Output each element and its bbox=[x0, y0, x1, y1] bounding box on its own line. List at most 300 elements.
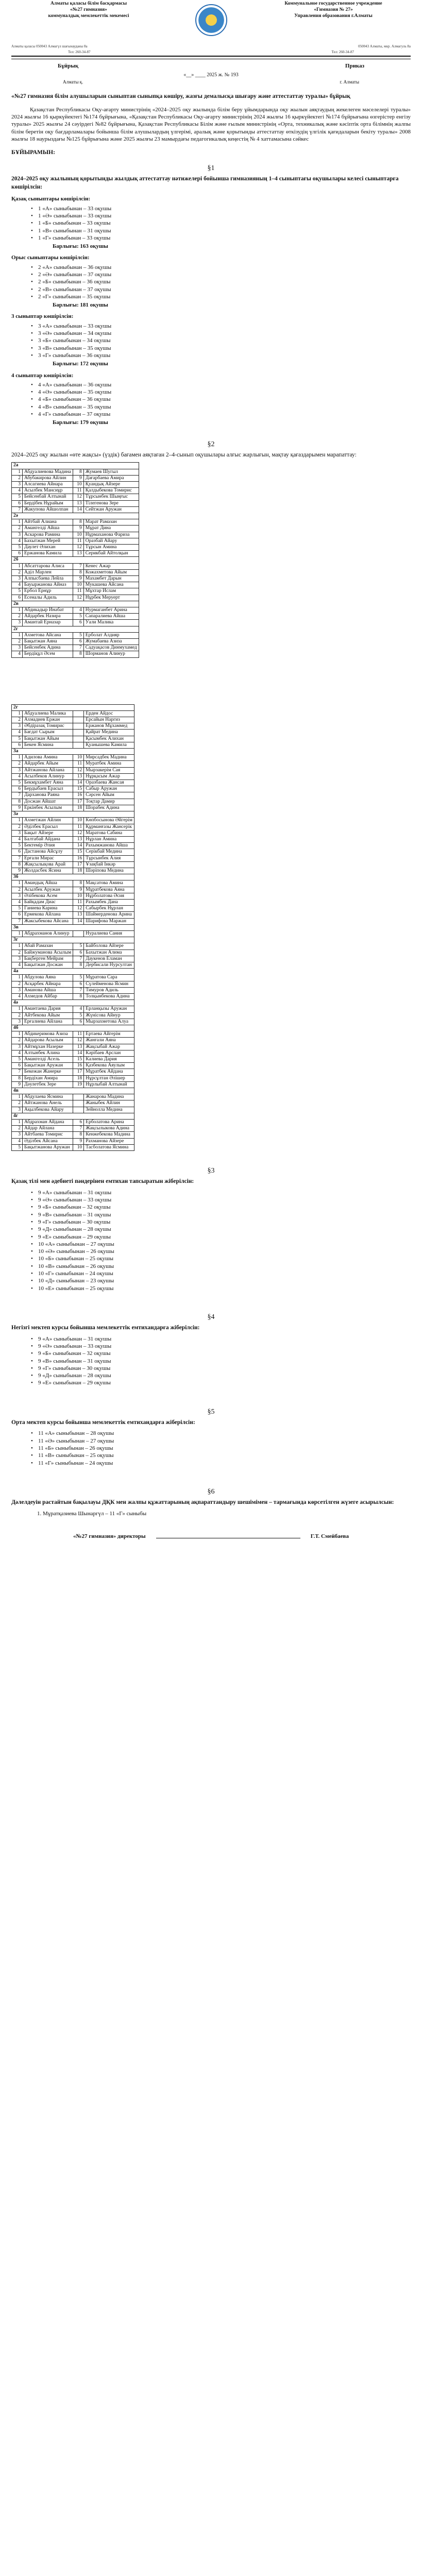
section-3-number: §3 bbox=[207, 1167, 215, 1175]
student-name: Ахметжан Айлин bbox=[23, 818, 73, 824]
row-number: 7 bbox=[73, 956, 84, 962]
row-number: 5 bbox=[12, 1144, 23, 1150]
row-number: 1 bbox=[12, 943, 23, 950]
row-number: 9 bbox=[73, 475, 83, 481]
student-name: Асқарбек Айнара bbox=[23, 981, 73, 987]
row-number: 1 bbox=[12, 710, 23, 717]
row-number: 6 bbox=[12, 742, 23, 748]
row-number: 12 bbox=[73, 830, 84, 836]
table-row bbox=[12, 786, 134, 792]
table-row bbox=[12, 1132, 134, 1138]
row-number: 9 bbox=[73, 1138, 84, 1144]
table-row bbox=[12, 639, 139, 645]
student-name: Аскарова Рамина bbox=[23, 532, 73, 538]
row-number: 14 bbox=[73, 918, 84, 924]
table-row bbox=[12, 506, 139, 513]
row-number: 1 bbox=[12, 563, 23, 569]
row-number: 5 bbox=[12, 1057, 23, 1063]
student-name: Абдикадыр Инабат bbox=[23, 607, 73, 614]
student-name: Амангелді Айша bbox=[23, 526, 73, 532]
list-item: • 9 «Д» сыныбынан – 28 оқушы bbox=[31, 1372, 411, 1379]
student-name: Бектемір Әлия bbox=[23, 843, 73, 849]
student-name: Дастанова Айсұлу bbox=[23, 849, 73, 855]
student-name: Қасымбек Алихан bbox=[84, 736, 134, 742]
student-name: Мұратбек Айдана bbox=[84, 1069, 134, 1075]
document-type bbox=[11, 62, 411, 70]
student-name: Тілегенова Зере bbox=[83, 500, 139, 506]
table-group-row bbox=[12, 513, 139, 519]
table-row bbox=[12, 1006, 134, 1012]
table-row bbox=[12, 930, 134, 937]
row-number: 3 bbox=[12, 987, 23, 993]
list-item: • 9 «В» сыныбынан – 31 оқушы bbox=[31, 1358, 411, 1365]
letterhead-left-org: Алматы қаласы білім басқармасы «№27 гимназия» коммуналдық мемлекеттік мекемесі bbox=[48, 1, 129, 19]
row-number: 2 bbox=[12, 1038, 23, 1044]
row-number: 5 bbox=[73, 614, 83, 620]
row-number: 13 bbox=[73, 836, 84, 842]
table-row bbox=[12, 1019, 134, 1025]
row-number: 1 bbox=[12, 469, 23, 475]
student-name: Ахмедов Айбар bbox=[23, 993, 73, 999]
row-number: 9 bbox=[73, 887, 84, 893]
row-number: 8 bbox=[73, 993, 84, 999]
row-number: 15 bbox=[73, 849, 84, 855]
student-name: Ерден Айдос bbox=[84, 710, 134, 717]
row-number: 4 bbox=[12, 582, 23, 588]
list-item: • 10 «Д» сыныбынан – 23 оқушы bbox=[31, 1277, 411, 1284]
student-name: Бердіхан Амира bbox=[23, 1075, 73, 1081]
row-number: 11 bbox=[73, 538, 83, 544]
row-number: 19 bbox=[73, 1081, 84, 1088]
table-row bbox=[12, 893, 134, 899]
table-group-label: 2г bbox=[12, 626, 139, 632]
student-name: Серікбай Медина bbox=[84, 849, 134, 855]
order-title: «№27 гимназия білім алушыларын сыныптан сыныпқа көшіру, жазғы демалысқа шығару және аттестаттау туралы» бұйрық bbox=[11, 93, 350, 100]
table-row bbox=[12, 868, 134, 874]
student-name: Айдарова Асылым bbox=[23, 1038, 73, 1044]
row-number: 1 bbox=[12, 818, 23, 824]
student-name: Асылбек Аружан bbox=[23, 887, 73, 893]
table-group-label: 4б bbox=[12, 1025, 134, 1031]
student-name: Бақыт Айзере bbox=[23, 830, 73, 836]
student-name: Ганиева Карина bbox=[23, 906, 73, 912]
row-number: 1 bbox=[12, 1120, 23, 1126]
student-name: Мұратбекова Аяна bbox=[84, 887, 134, 893]
row-number: 2 bbox=[12, 1126, 23, 1132]
row-number: 12 bbox=[73, 767, 84, 773]
list-item: • 11 «Б» сыныбынан – 26 оқушы bbox=[31, 1445, 411, 1452]
list-item: • 10 «Е» сыныбынан – 25 оқушы bbox=[31, 1285, 411, 1292]
table-group-row bbox=[12, 463, 139, 469]
row-number: 3 bbox=[12, 1044, 23, 1050]
student-name: Сәрсен Айым bbox=[84, 792, 134, 799]
table-group-label: 2б bbox=[12, 557, 139, 563]
row-number: 11 bbox=[73, 824, 84, 830]
student-name: Муратбек Амина bbox=[84, 761, 134, 767]
table-row bbox=[12, 1057, 134, 1063]
row-number: 3 bbox=[12, 1132, 23, 1138]
student-name: Ұзақбай Інкәр bbox=[84, 861, 134, 868]
student-name: Жақсылықова Арай bbox=[23, 861, 73, 868]
row-number: 6 bbox=[73, 950, 84, 956]
row-number: 2 bbox=[12, 950, 23, 956]
student-name: Шаймерденова Арина bbox=[84, 912, 134, 918]
row-number: 13 bbox=[73, 500, 83, 506]
student-name: Ержанов Мұхаммед bbox=[84, 723, 134, 730]
table-group-row bbox=[12, 626, 139, 632]
list-item: • 11 «А» сыныбынан – 28 оқушы bbox=[31, 1430, 411, 1437]
left-address: Алматы қаласы 050043 Алмагүл шағынауданы 8а bbox=[11, 44, 88, 48]
section-5-title: Орта мектеп курсы бойынша мемлекеттік емтихандарға жіберілсін: bbox=[11, 1419, 195, 1426]
table-group-row bbox=[12, 969, 134, 975]
student-name: Айдарбек Назира bbox=[23, 614, 73, 620]
table-row bbox=[12, 469, 139, 475]
group-3-heading: 3 сыныптар көшірілсін: bbox=[11, 313, 74, 320]
list-item: • 4 «А» сыныбынан – 36 оқушы bbox=[31, 381, 411, 388]
student-name: Мұратова Сара bbox=[84, 975, 134, 981]
student-name: Сабырбек Нұрлан bbox=[84, 906, 134, 912]
row-number: 11 bbox=[73, 1031, 84, 1038]
student-name: Айдар Айлана bbox=[23, 1126, 73, 1132]
group-4-heading: 4 сыныптар көшірілсін: bbox=[11, 372, 74, 379]
table-row bbox=[12, 805, 134, 811]
row-number: 10 bbox=[73, 582, 83, 588]
student-name: Амангелді Асель bbox=[23, 1057, 73, 1063]
student-name: Абубакирова Айлин bbox=[23, 475, 73, 481]
row-number: 8 bbox=[73, 469, 83, 475]
row-number: 8 bbox=[73, 569, 83, 575]
table-row bbox=[12, 861, 134, 868]
list-item: • 9 «Ә» сыныбынан – 33 оқушы bbox=[31, 1196, 411, 1204]
student-name: Еркінбек Асылым bbox=[23, 805, 73, 811]
section-6-title: Дәлелдеуін растайтын бақылауы ДҚК мен жалпы құжаттарының ақпараттандыру шешімімен – тармағында көрсетілген жүзеге асырылсын: bbox=[11, 1499, 394, 1506]
row-number: 5 bbox=[12, 736, 23, 742]
list-item: • 3 «В» сыныбынан – 35 оқушы bbox=[31, 345, 411, 352]
list-item: • 1 «А» сыныбынан – 33 оқушы bbox=[31, 205, 411, 212]
table-row bbox=[12, 717, 134, 723]
table-group-row bbox=[12, 749, 134, 755]
list-item: • 9 «В» сыныбынан – 31 оқушы bbox=[31, 1211, 411, 1218]
student-name: Бердіқұл Әсем bbox=[23, 651, 73, 657]
student-name: Бахытжан Мерей bbox=[23, 538, 73, 544]
table-row bbox=[12, 576, 139, 582]
row-number: 9 bbox=[12, 1081, 23, 1088]
student-name: Мұрат Дина bbox=[83, 526, 139, 532]
student-name: Айтжанова Анель bbox=[23, 1100, 73, 1107]
row-number: 16 bbox=[73, 1063, 84, 1069]
row-number: 3 bbox=[12, 767, 23, 773]
table-group-row bbox=[12, 937, 134, 943]
table-row bbox=[12, 742, 134, 748]
list-item: • 10 «В» сыныбынан – 26 оқушы bbox=[31, 1263, 411, 1270]
list-item: • 2 «А» сыныбынан – 36 оқушы bbox=[31, 264, 411, 271]
table-row bbox=[12, 544, 139, 550]
student-name: Ержанова Камила bbox=[23, 551, 73, 557]
student-name: Абдулаева Ясмина bbox=[23, 1094, 73, 1100]
table-row bbox=[12, 588, 139, 595]
row-number: 17 bbox=[73, 861, 84, 868]
student-name: Досжан Айшат bbox=[23, 799, 73, 805]
table-row bbox=[12, 1012, 134, 1019]
list-item: • 9 «Ә» сыныбынан – 33 оқушы bbox=[31, 1343, 411, 1350]
row-number: 7 bbox=[12, 506, 23, 513]
student-name: Жакупова Айшолпан bbox=[23, 506, 73, 513]
row-number: 15 bbox=[73, 786, 84, 792]
table-group-label: 2ә bbox=[12, 513, 139, 519]
table-group-row bbox=[12, 811, 134, 818]
row-number: 7 bbox=[12, 1069, 23, 1075]
row-number: 3 bbox=[12, 645, 23, 651]
list-item: • 1 «В» сыныбынан – 31 оқушы bbox=[31, 227, 411, 234]
student-name: Адилова Амина bbox=[23, 755, 73, 761]
student-name: Нұрсұлтан Әлішер bbox=[84, 1075, 134, 1081]
student-name: Ақылбекова Айару bbox=[23, 1107, 73, 1113]
row-number bbox=[73, 1100, 84, 1107]
table-row bbox=[12, 880, 134, 887]
student-name: Жүнісова Айнур bbox=[84, 1012, 134, 1019]
c3-class-list bbox=[31, 323, 411, 359]
student-name: Мукашева Айсана bbox=[83, 582, 139, 588]
row-number bbox=[73, 742, 84, 748]
student-name: Айтмұхан Назерке bbox=[23, 1044, 73, 1050]
row-number: 6 bbox=[12, 786, 23, 792]
row-number: 4 bbox=[12, 488, 23, 494]
table-group-label: 2в bbox=[12, 601, 139, 607]
kz-class-list bbox=[31, 205, 411, 242]
row-number: 2 bbox=[12, 1100, 23, 1107]
table-row bbox=[12, 723, 134, 730]
student-name: Мұхтар Ислам bbox=[83, 588, 139, 595]
student-name: Ерболатова Арина bbox=[84, 1120, 134, 1126]
row-number: 6 bbox=[73, 1120, 84, 1126]
student-name: Бақытжан Досжан bbox=[23, 962, 73, 968]
row-number: 9 bbox=[73, 526, 83, 532]
row-number: 17 bbox=[73, 799, 84, 805]
row-number: 8 bbox=[73, 519, 83, 526]
student-name: Ерсайын Наргиз bbox=[84, 717, 134, 723]
table-row bbox=[12, 736, 134, 742]
student-name: Ахметова Айсана bbox=[23, 632, 73, 638]
student-name: Әділбек Ерасыл bbox=[23, 824, 73, 830]
table-row bbox=[12, 912, 134, 918]
student-name: Амандық Айша bbox=[23, 880, 73, 887]
table-group-label: 4а bbox=[12, 969, 134, 975]
row-number: 7 bbox=[73, 563, 83, 569]
table-row bbox=[12, 1100, 134, 1107]
table-row bbox=[12, 595, 139, 601]
row-number: 6 bbox=[12, 1063, 23, 1069]
row-number: 8 bbox=[73, 651, 83, 657]
row-number: 7 bbox=[12, 918, 23, 924]
place-kz: Алматы қ. bbox=[63, 79, 83, 85]
table-row bbox=[12, 824, 134, 830]
row-number: 10 bbox=[73, 1144, 84, 1150]
table-row bbox=[12, 645, 139, 651]
row-number: 8 bbox=[73, 962, 84, 968]
student-name: Жолдасбек Ясина bbox=[23, 868, 73, 874]
list-item: • 11 «В» сыныбынан – 25 оқушы bbox=[31, 1452, 411, 1459]
student-name: Даулет Әлихан bbox=[23, 544, 73, 550]
student-name: Кенжебекова Мадина bbox=[84, 1132, 134, 1138]
list-item: • 10 «А» сыныбынан – 27 оқушы bbox=[31, 1241, 411, 1248]
student-name: Бекмұхамбет Аяна bbox=[23, 780, 73, 786]
student-name: Ерғалиева Айлана bbox=[23, 1019, 73, 1025]
row-number: 13 bbox=[73, 773, 84, 779]
row-number: 13 bbox=[73, 912, 84, 918]
list-item: • 3 «Г» сыныбынан – 36 оқушы bbox=[31, 352, 411, 359]
row-number: 3 bbox=[12, 893, 23, 899]
student-name: Ербол Ернұр bbox=[23, 588, 73, 595]
row-number: 6 bbox=[12, 912, 23, 918]
student-name: Шәріпова Медина bbox=[84, 868, 134, 874]
table-row bbox=[12, 943, 134, 950]
section-3-class-list bbox=[31, 1189, 411, 1292]
student-name: Айтбай Алиана bbox=[23, 519, 73, 526]
table-row bbox=[12, 1144, 134, 1150]
row-number: 17 bbox=[73, 1069, 84, 1075]
list-item: • 3 «Б» сыныбынан – 34 оқушы bbox=[31, 337, 411, 344]
table-group-row bbox=[12, 874, 134, 880]
row-number: 4 bbox=[12, 962, 23, 968]
student-name: Бауыржанова Айназ bbox=[23, 582, 73, 588]
student-name: Маратова Сабина bbox=[84, 830, 134, 836]
signature-line bbox=[156, 1533, 300, 1538]
student-name: Кәрібаев Арслан bbox=[84, 1050, 134, 1056]
student-name: Уали Малика bbox=[83, 620, 139, 626]
student-name: Нұрболатова Әсия bbox=[84, 893, 134, 899]
row-number: 13 bbox=[73, 551, 83, 557]
student-name: Тұрсынбек Шыңғыс bbox=[83, 494, 139, 500]
left-phone: Тел: 260-34-87 bbox=[68, 50, 91, 55]
row-number: 4 bbox=[12, 773, 23, 779]
student-name: Айдарбек Айым bbox=[23, 761, 73, 767]
table-row bbox=[12, 981, 134, 987]
right-phone: Тел: 260-34-87 bbox=[331, 50, 354, 55]
table-row bbox=[12, 1126, 134, 1132]
student-name: Шорманов Алинур bbox=[83, 651, 139, 657]
row-number: 1 bbox=[12, 607, 23, 614]
list-item: • 9 «Е» сыныбынан – 29 оқушы bbox=[31, 1379, 411, 1386]
row-number: 1 bbox=[12, 930, 23, 937]
row-number: 7 bbox=[73, 987, 84, 993]
table-row bbox=[12, 1138, 134, 1144]
list-item: • 10 «Ә» сыныбынан – 26 оқушы bbox=[31, 1248, 411, 1255]
table-row bbox=[12, 1094, 134, 1100]
student-name: Дербисали Нурсултан bbox=[84, 962, 134, 968]
table-row bbox=[12, 906, 134, 912]
student-name: Садуақасов Динмухамед bbox=[83, 645, 139, 651]
table-row bbox=[12, 532, 139, 538]
student-name: Жақсыбай Ажар bbox=[84, 1044, 134, 1050]
row-number: 12 bbox=[73, 595, 83, 601]
row-number: 1 bbox=[12, 880, 23, 887]
row-number: 16 bbox=[73, 855, 84, 861]
row-number: 5 bbox=[73, 632, 83, 638]
student-name: Айтжанова Айлана bbox=[23, 767, 73, 773]
list-item: • 3 «А» сыныбынан – 33 оқушы bbox=[31, 323, 411, 330]
student-name: Толқынбекова Адина bbox=[84, 993, 134, 999]
student-name: Даукенов Еламан bbox=[84, 956, 134, 962]
table-row bbox=[12, 1081, 134, 1088]
row-number: 8 bbox=[12, 861, 23, 868]
table-group-label: 2г bbox=[12, 704, 134, 710]
table-row bbox=[12, 799, 134, 805]
student-name: Бақытжан Айым bbox=[23, 736, 73, 742]
row-number: 8 bbox=[12, 799, 23, 805]
row-number bbox=[73, 717, 84, 723]
table-row bbox=[12, 773, 134, 779]
student-name: Нұрлан Амина bbox=[84, 836, 134, 842]
table-row bbox=[12, 500, 139, 506]
student-name: Кенес Ажар bbox=[83, 563, 139, 569]
order-intro: Қазақстан Республикасы Оқу-ағарту министрінің «2024–2025 оқу жылында білім беру ұйымдарында оқу жылын аяқтаудың жекелеген мәселелері туралы» 2024 жылғы 16 қыркүйектегі №174 бұйрығына, «Қазақстан Республикасы Оқу-ағарту министрінің 2024 жылғы 16 қыркүйектегі №174 бұйрығына өзгерістер енгізу туралы» 2025 жылғы 24 сәуірдегі №82 бұйрығына, Қазақстан Республикасы Білім және ғылым министрінің «Орта, техникалық және кәсіптік орта білімнің жалпы білім беретін оқу бағдарламалары бойынша білім алушылардың үлгерімі, аралық және қорытынды аттестаттау өткізудің үлгілік қағидаларын бекіту туралы» 2008 жылғы 18 наурыздағы №125 бұйрығына және 2025 жылғы 23 мамырдағы педагогикалық кеңестің № 4 хаттамасына сәйкес bbox=[11, 106, 411, 142]
table-group-row bbox=[12, 1088, 134, 1094]
row-number: 4 bbox=[12, 1138, 23, 1144]
table-group-label: 3а bbox=[12, 749, 134, 755]
student-name: Тасболатова Ясмина bbox=[84, 1144, 134, 1150]
student-name: Жанғали Аяна bbox=[84, 1038, 134, 1044]
row-number: 1 bbox=[12, 975, 23, 981]
row-number: 5 bbox=[73, 1012, 84, 1019]
row-number: 16 bbox=[73, 792, 84, 799]
student-name: Бақытжан Аяна bbox=[23, 639, 73, 645]
row-number: 11 bbox=[73, 761, 84, 767]
table-row bbox=[12, 1044, 134, 1050]
student-name: Байқадам Диас bbox=[23, 899, 73, 905]
student-name: Дарханова Раяна bbox=[23, 792, 73, 799]
table-row bbox=[12, 494, 139, 500]
row-number: 2 bbox=[12, 887, 23, 893]
student-name: Ертаева Айгерім bbox=[84, 1031, 134, 1038]
row-number: 3 bbox=[12, 1019, 23, 1025]
list-item: • 9 «Е» сыныбынан – 29 оқушы bbox=[31, 1233, 411, 1241]
row-number: 3 bbox=[12, 620, 23, 626]
row-number bbox=[73, 1107, 84, 1113]
student-name: Әділбек Айсана bbox=[23, 1138, 73, 1144]
student-name: Әлібекова Асем bbox=[23, 893, 73, 899]
student-name: Кожахметова Айым bbox=[83, 569, 139, 575]
row-number: 12 bbox=[73, 544, 83, 550]
student-name: Калиева Дария bbox=[84, 1057, 134, 1063]
section-4-title: Негізгі мектеп курсы бойынша мемлекеттік емтихандарға жіберілсін: bbox=[11, 1325, 200, 1331]
student-name: Асылбеков Алинур bbox=[23, 773, 73, 779]
row-number: 2 bbox=[12, 717, 23, 723]
row-number: 10 bbox=[73, 755, 84, 761]
section-2-title: 2024–2025 оқу жылын «өте жақсы» (үздік) бағамен аяқтаған 2–4-сынып оқушылары алғыс жарлығын, мақтау қағаздарымен марапаттау: bbox=[11, 451, 357, 458]
row-number: 2 bbox=[12, 569, 23, 575]
signature-block bbox=[73, 1533, 349, 1540]
list-item: • 10 «Б» сыныбынан – 25 оқушы bbox=[31, 1255, 411, 1262]
table-row bbox=[12, 855, 134, 861]
student-name: Бейсенбай Алтынай bbox=[23, 494, 73, 500]
list-item: • 3 «Ә» сыныбынан – 34 оқушы bbox=[31, 330, 411, 337]
letterhead bbox=[11, 0, 411, 43]
table-group-row bbox=[12, 924, 134, 930]
student-name: Жумаев Шугыл bbox=[83, 469, 139, 475]
student-name: Абай Рамазан bbox=[23, 943, 73, 950]
table-row bbox=[12, 481, 139, 487]
row-number: 4 bbox=[12, 993, 23, 999]
table-row bbox=[12, 830, 134, 836]
table-group-row bbox=[12, 704, 134, 710]
student-name: Байболова Айзере bbox=[84, 943, 134, 950]
student-name: Бердібек Нұрайым bbox=[23, 500, 73, 506]
section-5-class-list bbox=[31, 1430, 411, 1466]
row-number: 2 bbox=[12, 761, 23, 767]
row-number: 3 bbox=[12, 532, 23, 538]
place-ru: г. Алматы bbox=[340, 79, 359, 85]
student-name: Жақсылыкова Адина bbox=[84, 1126, 134, 1132]
